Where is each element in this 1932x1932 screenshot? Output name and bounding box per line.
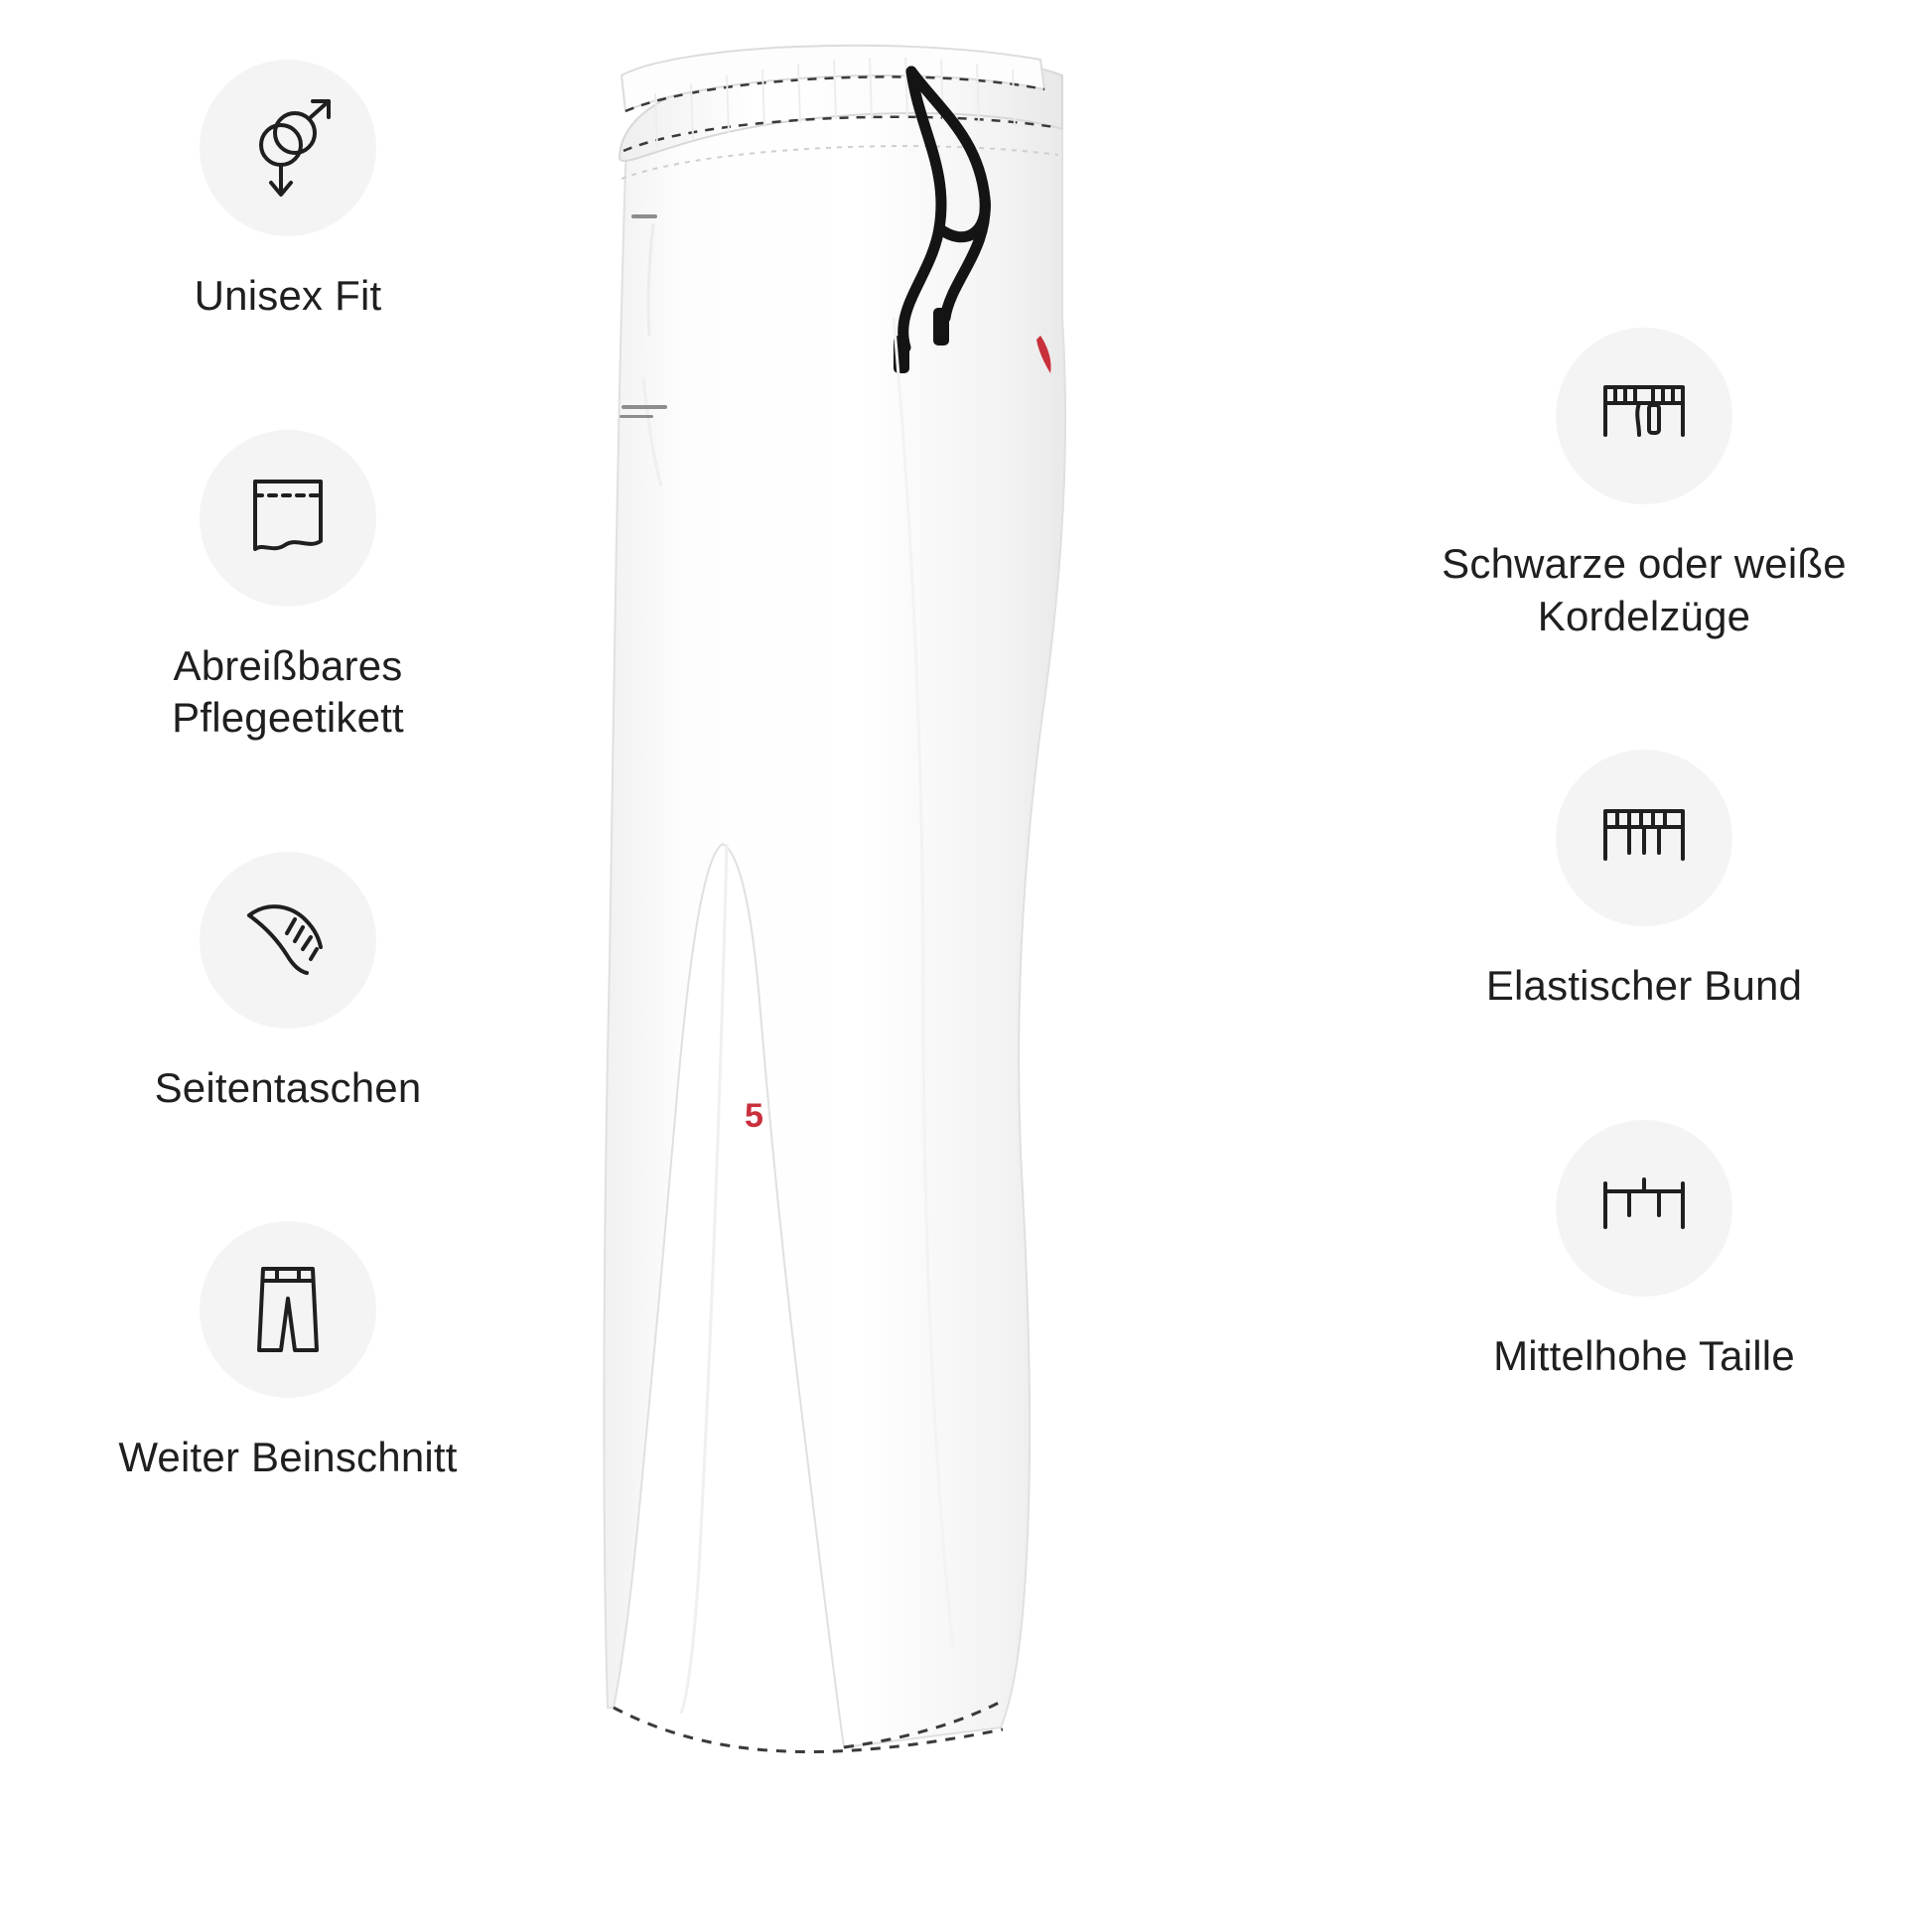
tear-away-care-label-icon: [200, 430, 376, 607]
elastic-waistband-icon: [1556, 750, 1732, 926]
feature-unisex-fit: [60, 60, 516, 323]
feature-wide-leg: [60, 1221, 516, 1484]
feature-label: Schwarze oder weiße Kordelzüge: [1442, 540, 1847, 639]
mid-rise-waist-icon: [1556, 1120, 1732, 1297]
feature-drawstrings: [1416, 328, 1872, 642]
white-sweatpants-photo: [596, 20, 1350, 1906]
feature-side-pockets: [60, 852, 516, 1115]
print-number: 5: [745, 1097, 763, 1135]
wide-leg-pants-icon: [200, 1221, 376, 1398]
feature-tear-away-label: [60, 430, 516, 745]
feature-mid-rise-waist: [1416, 1120, 1872, 1383]
feature-elastic-waistband: [1416, 750, 1872, 1013]
left-feature-column: [60, 60, 516, 1591]
feature-label: Seitentaschen: [154, 1063, 422, 1111]
drawstring-waistband-icon: [1556, 328, 1732, 504]
hand-pocket-icon: [200, 852, 376, 1029]
unisex-gender-symbol-icon: [200, 60, 376, 236]
feature-label: Abreißbares Pflegeetikett: [172, 641, 404, 741]
feature-label: Unisex Fit: [194, 272, 382, 319]
feature-label: Weiter Beinschnitt: [118, 1434, 458, 1480]
feature-label: Elastischer Bund: [1485, 962, 1803, 1009]
right-feature-column: [1416, 328, 1872, 1489]
feature-label: Mittelhohe Taille: [1493, 1331, 1795, 1379]
